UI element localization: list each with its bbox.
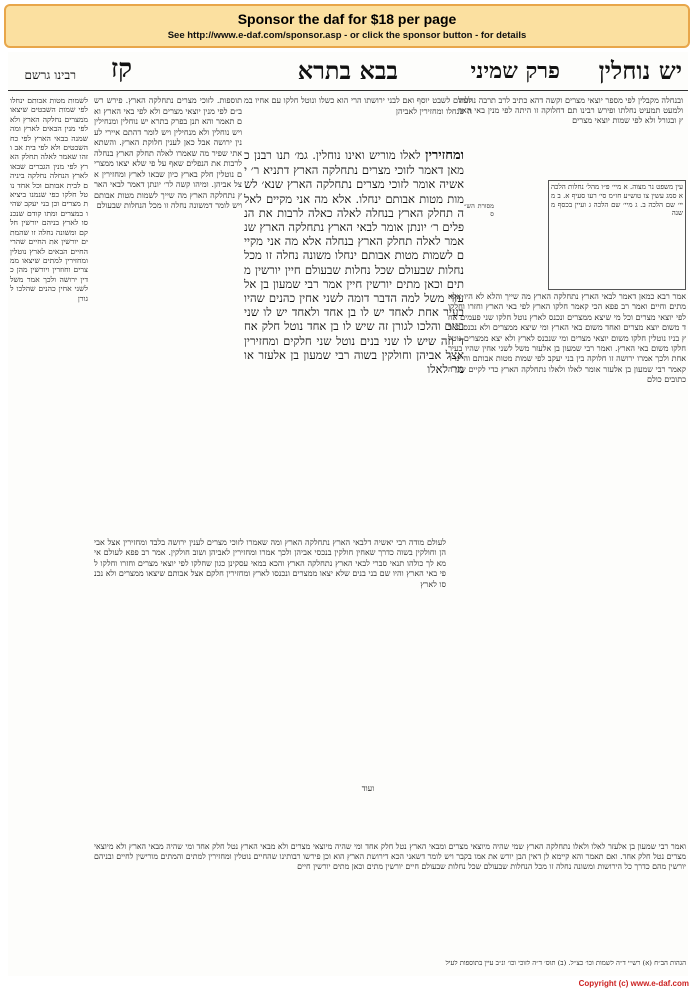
tractate-name: בבא בתרא: [297, 56, 398, 85]
commentary-left-column: תוספות. לזוכי מצרים נתחלקה הארץ. פירש רשב״ם לפי מנין יוצאי מצרים ולא לפי באי הארץ ואם תאמר והא תנן בפרק בתרא יש נוחלין ומנחילין ויש נוחלין ולא מנחילין ויש לומר דהתם איירי לענין ירושה אבל כאן לענין חלוקת הארץ. והשתא אתי שפיר מה שאמרו לאלה תחלק הארץ בנחלה לרבות את הנפלים שאף על פי שלא יצאו ממצרים נוטלין חלק בארץ כיון שבאו לארץ ומחזירין אצל אביהן. ומיהו קשה לר׳ יונתן דאמר לבאי הארץ נתחלקה הארץ מה שייך לשמות מטות אבותם ויש לומר דמשונה נחלה זו מכל הנחלות שבעולם: [94, 96, 242, 210]
rashi-column: לשמות מטות אבותם ינחלו לפי שמות השבטים שיצאו ממצרים נחלקה הארץ ולא לפי מנין הבאים לארץ ומה שמנה בבאי הארץ לפי כח השבטים ולא לפי בית אב וזהו שאמר לאלה תחלק הארץ לפי מנין הגברים שבאו לארץ הנחלה נחלקה ביניהם לבית אבותם וכל אחד נוטל חלקו כפי שנמנו ביציאת מצרים וכן בני יעקב שהיו במצרים ומתו קודם שנכנסו לארץ בניהם יורשין חלקם ומשונה נחלה זו שהמתים יורשין את החיים שהרי החיים הבאים לארץ נוטלין ומחזירין למתים שיצאו ממצרים וחוזרין ויורשין מהן כדין ירושה ולכך אמר משל לשני אחין כהנים שהלכו לגורן: [10, 96, 88, 303]
side-marginal-note: מסורת הש״ס: [464, 202, 494, 218]
page-header: [8, 56, 688, 90]
main-text-heading: ומחזירין: [425, 148, 464, 163]
copyright-link[interactable]: Copyright (c) www.e-daf.com: [578, 979, 689, 988]
commentator-name: רבינו גרשם: [24, 68, 76, 82]
sponsor-title[interactable]: Sponsor the daf for $18 per page: [237, 11, 457, 27]
perek-name: יש נוחלין: [598, 56, 682, 85]
ein-mishpat-box: עין משפט נר מצוה. א מיי׳ פ״ו מהל׳ נחלות הלכה א סמג עשין צו טוש״ע חו״מ סי׳ רעו סעיף א. ב מיי׳ שם הלכה ב. ג מיי׳ שם הלכה ג ועיין בכסף משנה: [548, 180, 686, 290]
folio-number: קז: [110, 54, 132, 84]
commentary-lower-middle: לעולם מודה רבי יאשיה דלבאי הארץ נתחלקה הארץ ומה שאמרו לזוכי מצרים לענין ירושה בלבד ומחזירין אצל אביהן וחולקין בשוה כדרך שאחין חולקין בנכסי אביהן ולכך אמרו ומחזירין לאביהן ושוב חולקין. אמר רב פפא לעולם אימא לך כולהו תנאי סברי לבאי הארץ נתחלקה הארץ והכא במאי עסקינן כגון שחלקו לפי יוצאי מצרים וחזרו וחלקו לפי באי הארץ והיו שם בני בנים שלא יצאו ממצרים ונכנסו לארץ ומחזירין חלקם אצל אבותם שיצאו ממצרים ולא נכנסו לארץ: [94, 538, 446, 589]
sponsor-banner[interactable]: [4, 4, 690, 48]
gemara-main-text: [244, 148, 464, 508]
header-rule: [8, 90, 688, 91]
chapter-label: פרק שמיני: [470, 58, 560, 84]
main-text-body: לאלו מוריש ואינו נוחלין. גמ׳ תנו רבנן כמאן דאמר לזוכי מצרים נתחלקה הארץ דתניא ר׳ יאשיה אומר לזוכי מצרים נתחלקה הארץ שנא׳ לשמות מטות אבותם ינחלו. אלא מה אני מקיים לאלה תחלק הארץ בנחלה לאלה כאלה לרבות את הנפלים ר׳ יונתן אומר לבאי הארץ נתחלקה הארץ שנאמר לאלה תחלק הארץ בנחלה אלא מה אני מקיים לשמות מטות אבותם ינחלו משונה נחלה זו מכל נחלות שבעולם שכל נחלות שבעולם חיין יורשין מתים וכאן מתים יורשין חיין אמר רבי שמעון בן אלעזר משל למה הדבר דומה לשני אחין כהנים שהיו בעיר אחת לאחד יש לו בן אחד ולאחד יש לו שני בנים והלכו לגורן זה שיש לו בן אחד נוטל חלק אחד וזה שיש לו שני בנים נוטל שני חלקים ומחזירין אצל אביהן וחולקין בשוה רבי שמעון בן אלעזר אומר לאלו: [244, 148, 464, 377]
talmud-page: [8, 52, 688, 976]
commentary-top-right: ובנחלה מקבלין לפי מספר יוצאי מצרים וקשה דהא כתיב לרב תרבה נחלתו ולמעט תמעיט נחלתו ופירש רבינו תם דחלוקה זו היתה לפי מנין באי הארץ ובגורל ולא לפי שמות יוצאי מצרים: [458, 96, 683, 125]
commentary-bottom: ואמר רבי שמעון בן אלעזר לאלו ולאלו נתחלקה הארץ שמי שהיה מיוצאי מצרים ומבאי הארץ נטל חלק אחד ומי שהיה מיוצאי מצרים ולא מבאי הארץ נטל חלק אחד ומי שהיה מבאי הארץ ולא מיוצאי מצרים נטל חלק אחד. ואם תאמר והא קיימא לן דאין הבן יורש את אמו בקבר ויש לומר דשאני הכא דירושת הארץ הוא וכן פירשו רבותינו שהחיים נוטלין ומחזירין למתים והמתים מורישין לחיים ובניהם יורשין מהם כדרך כל הירושות ומשונה נחלה זו מכל הנחלות שבעולם שכל נחלות שבעולם חיים יורשין מתים וכאן מתים יורשין חיים: [94, 842, 686, 871]
commentary-middle-top: לעולם לשבט יוסף ואם לבני ירושתו הרי הוא כשלו ונוטל חלקו עם אחיו במה שנחלו ומחזירין לאביהן: [244, 96, 472, 116]
continuation-word: ועוד: [361, 784, 375, 793]
commentary-lower-right: אמר רבא כמאן דאמר לבאי הארץ נתחלקה הארץ מה שייך והלא לא היו אלא מתים וחיים ואמר רב פפא הכי קאמר חלקו הארץ לפי באי הארץ וחזרו וחלקו לפי יוצאי מצרים וכל מי שיצא ממצרים ונכנס לארץ נוטל חלקו שני פעמים אחד משום יוצא מצרים ואחד משום באי הארץ ומי שיצא ממצרים ולא נכנס לארץ בניו נוטלין חלקו משום יוצאי מצרים ומי שנכנס לארץ ולא יצא ממצרים נוטל חלקו משום באי הארץ. ואמר רבי שמעון בן אלעזר משל לשני אחין שהיו בעיר אחת ולכך אמרו ירושה זו חלוקה בין בני יעקב לפי שמות מטות אבותם והיינו דקאמר רבי שמעון בן אלעזר אומר לאלו ולאלו נתחלקה הארץ כדי לקיים שני הכתובים כולם: [448, 292, 686, 385]
sponsor-subtitle[interactable]: See http://www.e-daf.com/sponsor.asp - or click the sponsor button - for details: [167, 30, 527, 41]
footnote-line: הגהות הב״ח (א) רש״י ד״ה לשמות וכו׳ כצ״ל. (ב) תוס׳ ד״ה לזוכי וכו׳ ונ״ב עיין בתוספות לעיל: [445, 960, 686, 967]
